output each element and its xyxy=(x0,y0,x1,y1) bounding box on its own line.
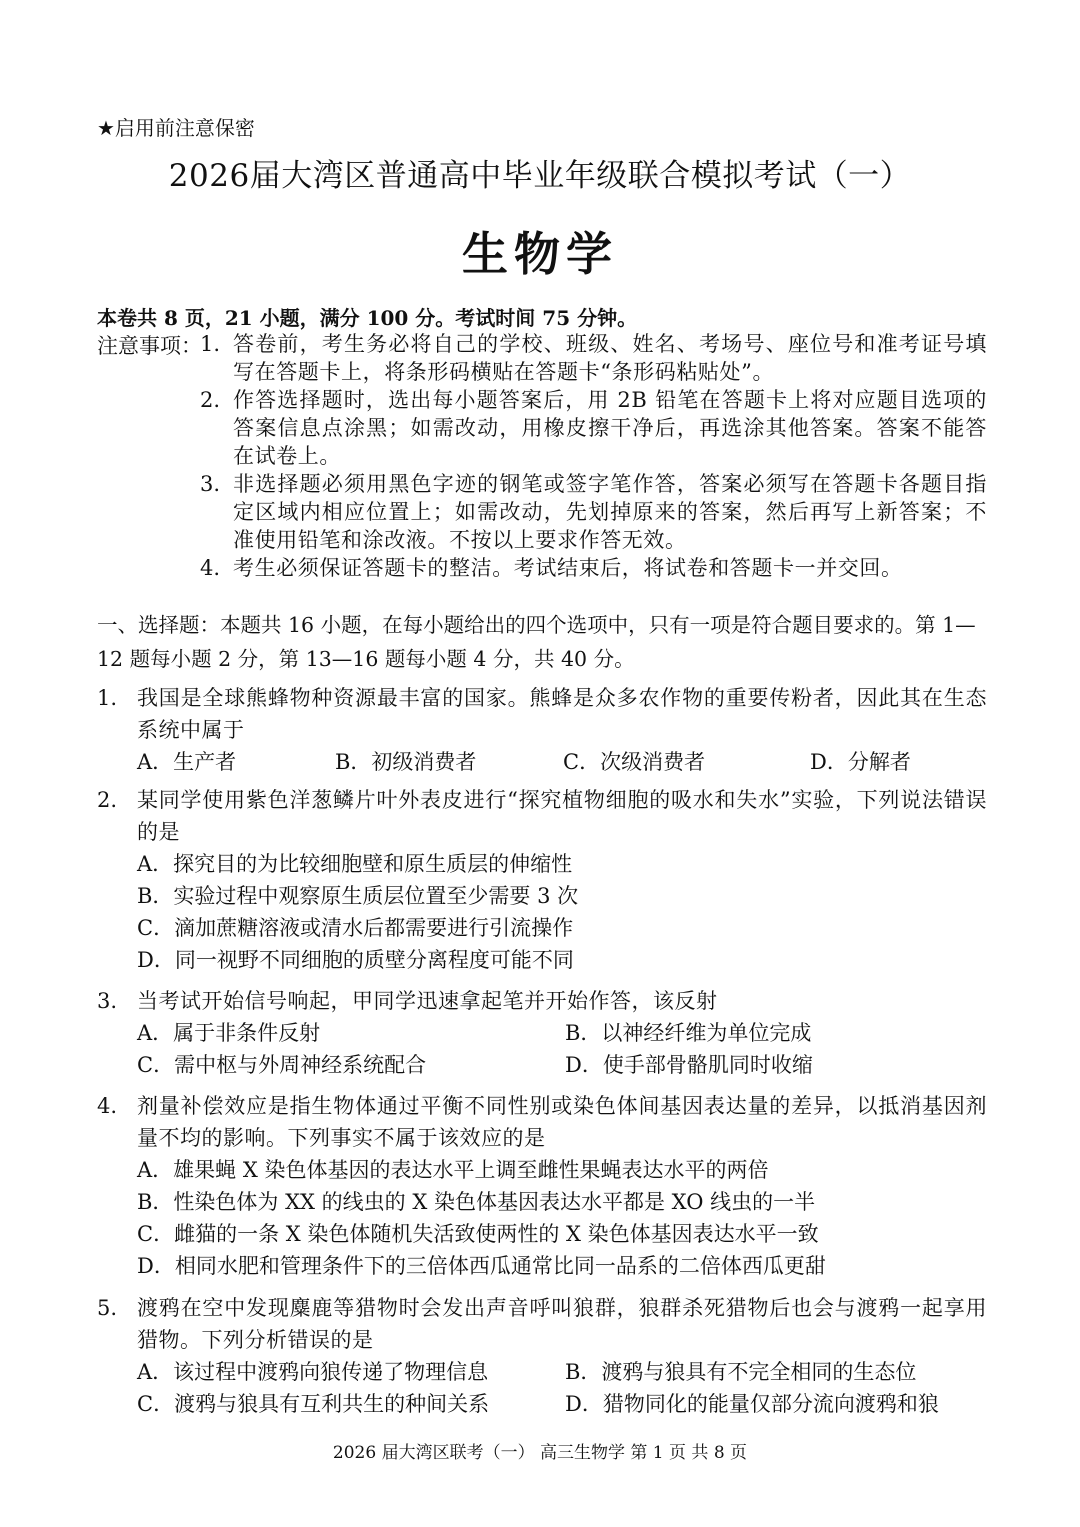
question-1 xyxy=(97,682,987,746)
question-stem: 剂量补偿效应是指生物体通过平衡不同性别或染色体间基因表达量的差异，以抵消基因剂量不均的影响。下列事实不属于该效应的是 xyxy=(137,1094,987,1150)
question-stem: 当考试开始信号响起，甲同学迅速拿起笔并开始作答，该反射 xyxy=(137,989,718,1013)
note-number: 1. xyxy=(200,332,221,356)
option-d: D．同一视野不同细胞的质壁分离程度可能不同 xyxy=(137,948,574,972)
question-number: 2. xyxy=(97,788,118,812)
section-heading: 一、选择题：本题共 16 小题，在每小题给出的四个选项中，只有一项是符合题目要求的。第 1—12 题每小题 2 分，第 13—16 题每小题 4 分，共 40 分。 xyxy=(97,613,976,671)
option-c: C．次级消费者 xyxy=(563,750,706,774)
option-a: A．生产者 xyxy=(137,750,237,774)
option-a: A．该过程中渡鸦向狼传递了物理信息 xyxy=(137,1360,489,1384)
option-d: D．猎物同化的能量仅部分流向渡鸦和狼 xyxy=(565,1392,939,1416)
option-b: B．以神经纤维为单位完成 xyxy=(565,1021,812,1045)
confidential-notice: ★启用前注意保密 xyxy=(97,116,255,140)
option-c: C．滴加蔗糖溶液或清水后都需要进行引流操作 xyxy=(137,916,574,940)
note-item xyxy=(200,386,987,470)
note-text: 非选择题必须用黑色字迹的钢笔或签字笔作答，答案必须写在答题卡各题目指定区域内相应位置上；如需改动，先划掉原来的答案，然后再写上新答案；不准使用铅笔和涂改液。不按以上要求作答无效。 xyxy=(233,472,987,552)
exam-title: 2026届大湾区普通高中毕业年级联合模拟考试（一） xyxy=(168,158,912,194)
option-c: C．渡鸦与狼具有互利共生的种间关系 xyxy=(137,1392,490,1416)
option-a: A．属于非条件反射 xyxy=(137,1021,321,1045)
option-d: D．使手部骨骼肌同时收缩 xyxy=(565,1053,813,1077)
note-number: 4. xyxy=(200,556,221,580)
question-5 xyxy=(97,1292,987,1356)
question-stem: 我国是全球熊蜂物种资源最丰富的国家。熊蜂是众多农作物的重要传粉者，因此其在生态系统中属于 xyxy=(137,686,987,742)
question-stem: 渡鸦在空中发现麋鹿等猎物时会发出声音呼叫狼群，狼群杀死猎物后也会与渡鸦一起享用猎物。下列分析错误的是 xyxy=(137,1296,987,1352)
question-number: 5. xyxy=(97,1296,118,1320)
notes-label: 注意事项： xyxy=(97,334,202,358)
question-4 xyxy=(97,1090,987,1154)
option-a: A．探究目的为比较细胞壁和原生质层的伸缩性 xyxy=(137,852,573,876)
note-item xyxy=(200,470,987,554)
question-number: 4. xyxy=(97,1094,118,1118)
option-b: B．性染色体为 XX 的线虫的 X 染色体基因表达水平都是 XO 线虫的一半 xyxy=(137,1190,816,1214)
note-item xyxy=(200,554,987,582)
question-stem: 某同学使用紫色洋葱鳞片叶外表皮进行“探究植物细胞的吸水和失水”实验，下列说法错误的是 xyxy=(137,788,987,844)
option-c: C．雌猫的一条 X 染色体随机失活致使两性的 X 染色体基因表达水平一致 xyxy=(137,1222,819,1246)
option-b: B．渡鸦与狼具有不完全相同的生态位 xyxy=(565,1360,917,1384)
note-text: 作答选择题时，选出每小题答案后，用 2B 铅笔在答题卡上将对应题目选项的答案信息点涂黑；如需改动，用橡皮擦干净后，再选涂其他答案。答案不能答在试卷上。 xyxy=(233,388,987,468)
note-text: 考生必须保证答题卡的整洁。考试结束后，将试卷和答题卡一并交回。 xyxy=(233,556,903,580)
note-number: 2. xyxy=(200,388,221,412)
option-c: C．需中枢与外周神经系统配合 xyxy=(137,1053,427,1077)
option-d: D．分解者 xyxy=(810,750,911,774)
option-b: B．初级消费者 xyxy=(335,750,477,774)
option-a: A．雄果蝇 X 染色体基因的表达水平上调至雌性果蝇表达水平的两倍 xyxy=(137,1158,769,1182)
option-b: B．实验过程中观察原生质层位置至少需要 3 次 xyxy=(137,884,579,908)
note-item xyxy=(200,330,987,386)
question-3 xyxy=(97,985,987,1017)
option-d: D．相同水肥和管理条件下的三倍体西瓜通常比同一品系的二倍体西瓜更甜 xyxy=(137,1254,826,1278)
page-footer: 2026 届大湾区联考（一） 高三生物学 第 1 页 共 8 页 xyxy=(332,1443,748,1463)
question-number: 1. xyxy=(97,686,118,710)
question-number: 3. xyxy=(97,989,118,1013)
question-2 xyxy=(97,784,987,848)
exam-summary: 本卷共 8 页，21 小题，满分 100 分。考试时间 75 分钟。 xyxy=(97,306,638,330)
note-number: 3. xyxy=(200,472,221,496)
subject-title: 生物学 xyxy=(462,227,618,281)
note-text: 答卷前，考生务必将自己的学校、班级、姓名、考场号、座位号和准考证号填写在答题卡上，将条形码横贴在答题卡“条形码粘贴处”。 xyxy=(233,332,987,384)
